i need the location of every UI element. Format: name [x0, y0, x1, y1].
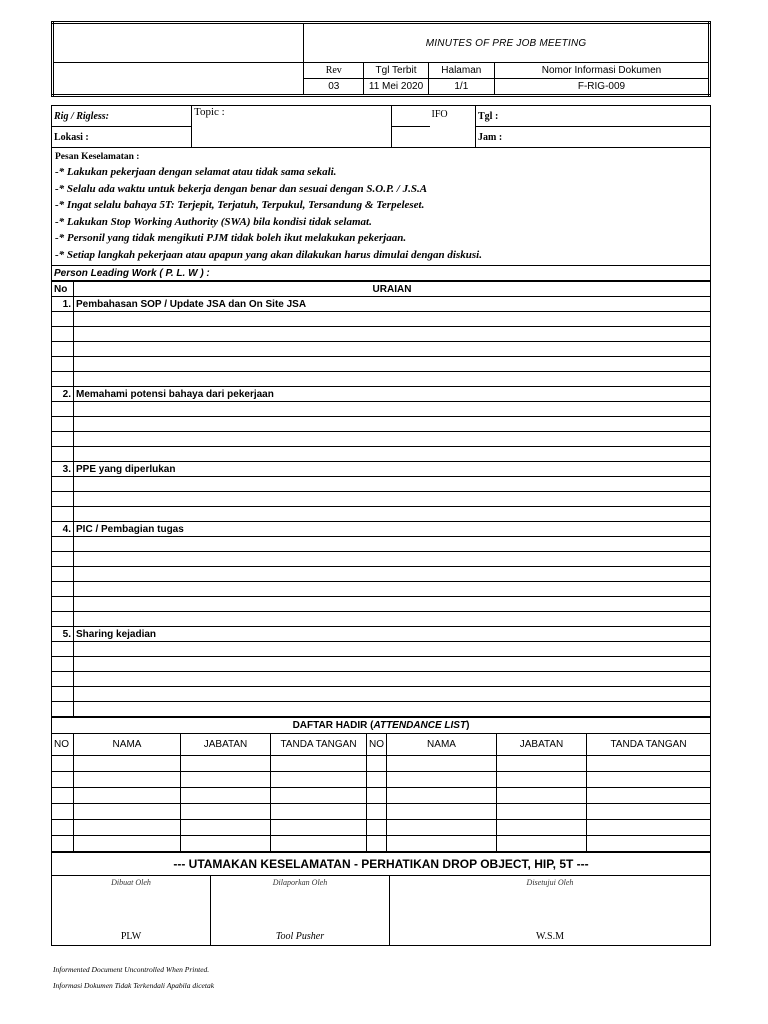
att-cell[interactable]	[387, 788, 497, 804]
table-cell	[367, 804, 387, 820]
att-cell[interactable]	[181, 756, 271, 772]
att-cell[interactable]	[497, 836, 587, 852]
att-cell[interactable]	[497, 788, 587, 804]
att-cell[interactable]	[181, 820, 271, 836]
att-cell[interactable]	[181, 772, 271, 788]
table-cell	[52, 612, 74, 627]
table-cell	[52, 597, 74, 612]
uraian-row	[52, 417, 711, 432]
att-cell[interactable]	[497, 756, 587, 772]
uraian-row	[52, 642, 711, 657]
safety-line: -* Lakukan Stop Working Authority (SWA) bila kondisi tidak selamat.	[55, 215, 372, 228]
table-cell	[52, 836, 74, 852]
table-cell	[52, 327, 74, 342]
uraian-line[interactable]	[74, 477, 711, 492]
uraian-line[interactable]	[74, 372, 711, 387]
att-cell[interactable]	[74, 772, 181, 788]
uraian-row	[52, 342, 711, 357]
safety-messages	[52, 148, 711, 266]
footer-uncontrolled-en: Informented Document Uncontrolled When Printed.	[53, 965, 210, 974]
att-col-nama-2: NAMA	[387, 734, 497, 756]
nomor-dokumen-value: F-RIG-009	[494, 79, 709, 96]
att-cell[interactable]	[181, 836, 271, 852]
att-cell[interactable]	[271, 756, 367, 772]
att-cell[interactable]	[587, 772, 711, 788]
att-col-jabatan-2: JABATAN	[497, 734, 587, 756]
table-cell	[52, 372, 74, 387]
att-cell[interactable]	[271, 820, 367, 836]
uraian-line[interactable]	[74, 582, 711, 597]
table-cell	[52, 788, 74, 804]
uraian-line[interactable]	[74, 507, 711, 522]
plw-field[interactable]: Person Leading Work ( P. L. W ) :	[52, 266, 711, 281]
attendance-table	[51, 717, 711, 852]
uraian-row	[52, 537, 711, 552]
topic-field[interactable]: Topic :	[192, 106, 392, 148]
uraian-line[interactable]	[74, 432, 711, 447]
logo-area	[53, 23, 304, 63]
uraian-row	[52, 552, 711, 567]
main-form	[51, 105, 711, 281]
attendance-title	[52, 718, 711, 734]
att-col-jabatan: JABATAN	[181, 734, 271, 756]
att-col-nama: NAMA	[74, 734, 181, 756]
att-cell[interactable]	[387, 836, 497, 852]
uraian-row	[52, 447, 711, 462]
uraian-row	[52, 612, 711, 627]
uraian-row	[52, 327, 711, 342]
attendance-row	[52, 772, 711, 788]
att-cell[interactable]	[74, 820, 181, 836]
uraian-row	[52, 657, 711, 672]
uraian-line[interactable]	[74, 672, 711, 687]
jam-field[interactable]: Jam :	[476, 127, 711, 148]
table-cell	[52, 567, 74, 582]
document-title: MINUTES OF PRE JOB MEETING	[304, 23, 710, 63]
table-cell	[367, 788, 387, 804]
table-cell	[52, 402, 74, 417]
att-cell[interactable]	[387, 804, 497, 820]
uraian-table	[51, 281, 711, 717]
signature-name: W.S.M	[536, 931, 564, 942]
uraian-line[interactable]	[74, 357, 711, 372]
att-cell[interactable]	[181, 788, 271, 804]
att-cell[interactable]	[181, 804, 271, 820]
table-cell	[52, 702, 74, 717]
uraian-line[interactable]	[74, 537, 711, 552]
header-blank	[53, 63, 304, 96]
uraian-row	[52, 687, 711, 702]
table-cell	[52, 492, 74, 507]
att-col-no: NO	[52, 734, 74, 756]
attendance-row	[52, 756, 711, 772]
uraian-line[interactable]	[74, 342, 711, 357]
ifo-label: IFO	[430, 106, 476, 148]
att-cell[interactable]	[587, 788, 711, 804]
uraian-line[interactable]	[74, 702, 711, 717]
safety-line: -* Personil yang tidak mengikuti PJM tidak boleh ikut melakukan pekerjaan.	[55, 232, 407, 244]
att-cell[interactable]	[387, 820, 497, 836]
nomor-dokumen-label: Nomor Informasi Dokumen	[494, 63, 709, 79]
section-title: Pembahasan SOP / Update JSA dan On Site JSA	[74, 297, 711, 312]
table-cell	[52, 537, 74, 552]
attendance-title-suffix: )	[466, 720, 470, 731]
table-cell	[52, 672, 74, 687]
attendance-title-prefix: DAFTAR HADIR (	[292, 720, 374, 731]
table-cell	[52, 804, 74, 820]
section-number: 5.	[52, 627, 74, 642]
uraian-row	[52, 672, 711, 687]
section-number: 3.	[52, 462, 74, 477]
table-cell	[367, 756, 387, 772]
uraian-line[interactable]	[74, 567, 711, 582]
safety-heading: Pesan Keselamatan :	[55, 152, 140, 162]
att-cell[interactable]	[497, 804, 587, 820]
rev-label: Rev	[304, 63, 364, 79]
att-cell[interactable]	[74, 836, 181, 852]
attendance-row	[52, 788, 711, 804]
table-cell	[52, 357, 74, 372]
uraian-line[interactable]	[74, 657, 711, 672]
signature-table	[51, 852, 711, 946]
signature-box-disetujui[interactable]	[390, 876, 711, 946]
table-cell	[52, 432, 74, 447]
att-cell[interactable]	[74, 756, 181, 772]
att-col-tanda-tangan: TANDA TANGAN	[271, 734, 367, 756]
table-cell	[52, 417, 74, 432]
table-cell	[392, 127, 430, 148]
footer-uncontrolled-id: Informasi Dokumen Tidak Terkendali Apabila dicetak	[53, 981, 215, 990]
uraian-line[interactable]	[74, 687, 711, 702]
uraian-line[interactable]	[74, 312, 711, 327]
uraian-row	[52, 492, 711, 507]
signature-name: PLW	[120, 931, 142, 942]
att-cell[interactable]	[387, 772, 497, 788]
uraian-row	[52, 432, 711, 447]
table-cell	[52, 447, 74, 462]
table-cell	[52, 312, 74, 327]
uraian-row	[52, 402, 711, 417]
safety-line: -* Ingat selalu bahaya 5T: Terjepit, Terjatuh, Terpukul, Tersandung & Terpeleset.	[55, 199, 425, 211]
att-cell[interactable]	[497, 772, 587, 788]
att-cell[interactable]	[74, 804, 181, 820]
att-cell[interactable]	[587, 756, 711, 772]
table-cell	[52, 642, 74, 657]
signature-box-dilaporkan[interactable]	[211, 876, 390, 946]
signature-box-dibuat[interactable]	[52, 876, 211, 946]
table-cell	[52, 507, 74, 522]
att-cell[interactable]	[271, 788, 367, 804]
uraian-header: URAIAN	[74, 282, 711, 297]
attendance-row	[52, 820, 711, 836]
rig-label: Rig / Rigless:	[52, 106, 192, 127]
halaman-label: Halaman	[428, 63, 494, 79]
att-cell[interactable]	[74, 788, 181, 804]
uraian-line[interactable]	[74, 447, 711, 462]
table-cell	[52, 477, 74, 492]
section-title: Memahami potensi bahaya dari pekerjaan	[74, 387, 711, 402]
table-cell	[367, 772, 387, 788]
table-cell	[52, 582, 74, 597]
table-cell	[52, 552, 74, 567]
document-header	[51, 21, 711, 97]
att-cell[interactable]	[587, 804, 711, 820]
att-cell[interactable]	[497, 820, 587, 836]
uraian-row	[52, 357, 711, 372]
section-number: 1.	[52, 297, 74, 312]
signature-label: Dilaporkan Oleh	[272, 878, 328, 887]
signature-label: Dibuat Oleh	[111, 878, 151, 887]
section-title: PIC / Pembagian tugas	[74, 522, 711, 537]
section-number: 4.	[52, 522, 74, 537]
uraian-row	[52, 312, 711, 327]
uraian-row	[52, 582, 711, 597]
att-col-no-2: NO	[367, 734, 387, 756]
safety-line: -* Setiap langkah pekerjaan atau apapun yang akan dilakukan harus dimulai dengan diskusi.	[55, 248, 482, 261]
att-cell[interactable]	[271, 772, 367, 788]
safety-line: -* Lakukan pekerjaan dengan selamat atau tidak sama sekali.	[55, 166, 337, 178]
att-cell[interactable]	[587, 820, 711, 836]
form-page	[51, 21, 711, 946]
uraian-row	[52, 477, 711, 492]
tgl-field[interactable]: Tgl :	[476, 106, 711, 127]
halaman-value: 1/1	[428, 79, 494, 96]
attendance-row	[52, 836, 711, 852]
table-cell	[367, 836, 387, 852]
att-cell[interactable]	[271, 804, 367, 820]
uraian-line[interactable]	[74, 417, 711, 432]
uraian-row	[52, 567, 711, 582]
table-cell	[52, 657, 74, 672]
table-cell	[52, 756, 74, 772]
attendance-title-italic: ATTENDANCE LIST	[373, 720, 467, 731]
lokasi-field[interactable]: Lokasi :	[52, 127, 192, 148]
attendance-row	[52, 804, 711, 820]
att-cell[interactable]	[587, 836, 711, 852]
uraian-line[interactable]	[74, 642, 711, 657]
section-title: Sharing kejadian	[74, 627, 711, 642]
table-cell	[52, 687, 74, 702]
safety-slogan: --- UTAMAKAN KESELAMATAN - PERHATIKAN DROP OBJECT, HIP, 5T ---	[52, 853, 711, 876]
uraian-line[interactable]	[74, 552, 711, 567]
table-cell	[52, 820, 74, 836]
uraian-row	[52, 702, 711, 717]
uraian-line[interactable]	[74, 597, 711, 612]
table-cell	[52, 342, 74, 357]
table-cell	[367, 820, 387, 836]
uraian-line[interactable]	[74, 327, 711, 342]
no-header: No	[52, 282, 74, 297]
uraian-row	[52, 372, 711, 387]
safety-line: -* Selalu ada waktu untuk bekerja dengan benar dan sesuai dengan S.O.P. / J.S.A	[55, 182, 428, 195]
att-cell[interactable]	[387, 756, 497, 772]
uraian-line[interactable]	[74, 612, 711, 627]
tgl-terbit-label: Tgl Terbit	[364, 63, 428, 79]
signature-label: Disetujui Oleh	[526, 878, 574, 887]
section-title: PPE yang diperlukan	[74, 462, 711, 477]
table-cell	[52, 772, 74, 788]
rev-value: 03	[304, 79, 364, 96]
section-number: 2.	[52, 387, 74, 402]
table-cell	[392, 106, 430, 127]
uraian-line[interactable]	[74, 402, 711, 417]
uraian-row	[52, 507, 711, 522]
signature-name: Tool Pusher	[275, 931, 325, 942]
uraian-line[interactable]	[74, 492, 711, 507]
att-col-tanda-tangan-2: TANDA TANGAN	[587, 734, 711, 756]
att-cell[interactable]	[271, 836, 367, 852]
uraian-row	[52, 597, 711, 612]
tgl-terbit-value: 11 Mei 2020	[364, 79, 428, 96]
